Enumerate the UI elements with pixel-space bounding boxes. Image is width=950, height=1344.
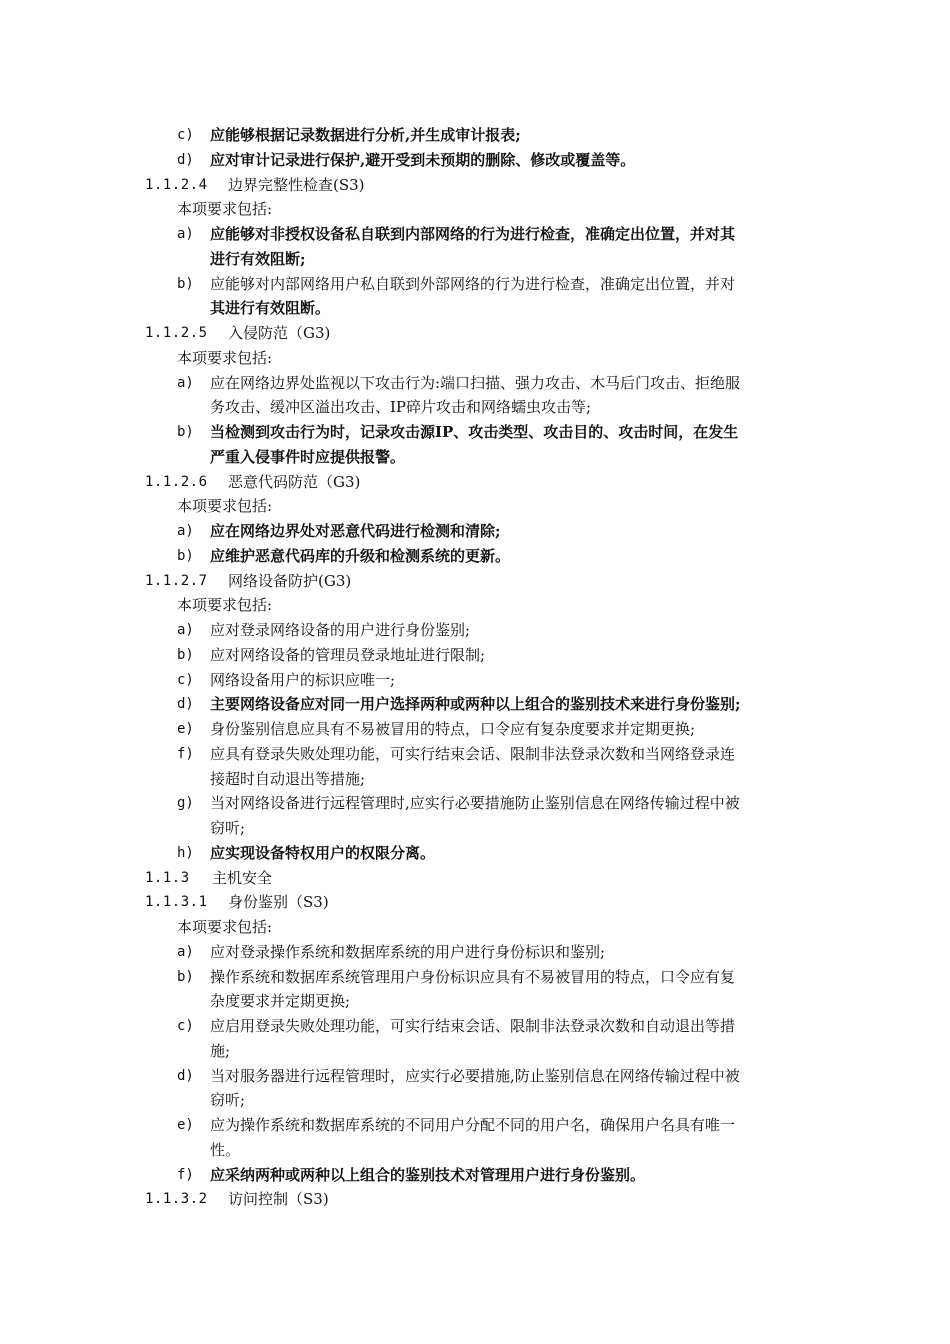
section-heading (0, 890, 950, 915)
line-text: 应对审计记录进行保护,避开受到未预期的删除、修改或覆盖等。 (210, 150, 636, 169)
line-text: 本项要求包括: (177, 596, 273, 615)
list-item-continuation (0, 989, 950, 1014)
line-text: 务攻击、缓冲区溢出攻击、IP碎片攻击和网络蠕虫攻击等; (210, 398, 592, 417)
line-text: 应能够根据记录数据进行分析,并生成审计报表; (210, 126, 521, 144)
section-number: 1.1.2.5 (145, 325, 208, 341)
list-marker: a) (177, 226, 194, 242)
list-marker: d) (177, 1067, 194, 1084)
list-marker: c) (177, 1018, 194, 1034)
list-marker: b) (177, 968, 194, 985)
list-item (0, 717, 950, 742)
line-text: 应采纳两种或两种以上组合的鉴别技术对管理用户进行身份鉴别。 (210, 1165, 646, 1184)
section-number: 1.1.2.7 (145, 572, 208, 589)
list-item-continuation (0, 247, 950, 272)
line-text: 窃听; (210, 819, 246, 837)
list-item (0, 1113, 950, 1138)
list-item (0, 123, 950, 148)
list-item-continuation (0, 767, 950, 792)
line-text: 窃听; (210, 1091, 246, 1110)
line-text: 应能够对非授权设备私自联到内部网络的行为进行检查，准确定出位置，并对其 (210, 225, 736, 243)
list-marker: c) (177, 127, 194, 143)
section-number: 1.1.2.6 (145, 473, 208, 490)
requirement-intro (0, 593, 950, 618)
list-marker: d) (177, 151, 194, 168)
list-item (0, 791, 950, 816)
requirement-intro (0, 346, 950, 371)
line-text: 当检测到攻击行为时，记录攻击源IP、攻击类型、攻击目的、攻击时间，在发生 (210, 423, 739, 441)
line-text: 身份鉴别（S3) (228, 893, 329, 912)
list-marker: a) (177, 943, 194, 960)
line-text: 应实现设备特权用户的权限分离。 (210, 843, 436, 862)
line-text: 应维护恶意代码库的升级和检测系统的更新。 (210, 546, 511, 565)
list-item (0, 1163, 950, 1188)
line-text: 网络设备防护(G3) (228, 571, 352, 590)
line-text: 恶意代码防范（G3) (228, 472, 361, 491)
list-item (0, 371, 950, 396)
section-number: 1.1.3 (145, 869, 190, 886)
line-text: 接超时自动退出等措施; (210, 769, 366, 788)
line-text: 主机安全 (212, 868, 273, 887)
list-marker: c) (177, 671, 194, 688)
line-text: 性。 (210, 1140, 241, 1159)
list-item (0, 1064, 950, 1089)
line-text: 本项要求包括: (177, 200, 273, 219)
line-text: 网络设备用户的标识应唯一; (210, 670, 396, 689)
line-text: 应启用登录失败处理功能，可实行结束会话、限制非法登录次数和自动退出等措 (210, 1017, 736, 1035)
section-heading (0, 321, 950, 346)
line-text: 入侵防范（G3) (228, 324, 331, 342)
list-item-continuation (0, 296, 950, 321)
line-text: 本项要求包括: (177, 348, 273, 367)
line-text: 边界完整性检查(S3) (228, 175, 365, 194)
list-item (0, 420, 950, 445)
list-item (0, 618, 950, 643)
section-number: 1.1.3.1 (145, 894, 208, 911)
list-marker: b) (177, 275, 194, 292)
line-text: 应具有登录失败处理功能，可实行结束会话、限制非法登录次数和当网络登录连 (210, 744, 736, 763)
list-item (0, 643, 950, 668)
line-text: 当对网络设备进行远程管理时,应实行必要措施防止鉴别信息在网络传输过程中被 (210, 794, 740, 813)
list-marker: g) (177, 795, 194, 812)
list-item (0, 841, 950, 866)
list-item-continuation (0, 1039, 950, 1064)
list-item-continuation (0, 816, 950, 841)
line-text: 身份鉴别信息应具有不易被冒用的特点，口令应有复杂度要求并定期更换; (210, 720, 696, 738)
section-number: 1.1.3.2 (145, 1191, 208, 1208)
list-marker: d) (177, 696, 194, 713)
list-item (0, 272, 950, 297)
list-item (0, 668, 950, 693)
list-marker: e) (177, 1117, 194, 1133)
list-item-continuation (0, 1138, 950, 1163)
line-text: 本项要求包括: (177, 918, 273, 936)
list-item-continuation (0, 395, 950, 420)
line-text: 其进行有效阻断。 (210, 299, 331, 318)
list-item-continuation (0, 1088, 950, 1113)
line-text: 操作系统和数据库系统管理用户身份标识应具有不易被冒用的特点，口令应有复 (210, 967, 736, 986)
section-heading (0, 470, 950, 495)
line-text: 严重入侵事件时应提供报警。 (210, 447, 406, 466)
list-marker: a) (177, 374, 194, 391)
list-marker: a) (177, 523, 194, 539)
line-text: 本项要求包括: (177, 497, 273, 516)
list-item (0, 965, 950, 990)
list-marker: f) (177, 1166, 194, 1183)
line-text: 应为操作系统和数据库系统的不同用户分配不同的用户名，确保用户名具有唯一 (210, 1116, 736, 1134)
section-heading (0, 866, 950, 891)
requirement-intro (0, 197, 950, 222)
list-item (0, 544, 950, 569)
line-text: 应对登录操作系统和数据库系统的用户进行身份标识和鉴别; (210, 942, 606, 961)
list-item (0, 692, 950, 717)
line-text: 应对登录网络设备的用户进行身份鉴别; (210, 621, 471, 639)
list-item-continuation (0, 445, 950, 470)
list-marker: b) (177, 424, 194, 440)
list-marker: b) (177, 547, 194, 564)
section-heading (0, 173, 950, 198)
line-text: 主要网络设备应对同一用户选择两种或两种以上组合的鉴别技术来进行身份鉴别; (210, 695, 741, 714)
section-heading (0, 569, 950, 594)
list-marker: h) (177, 844, 194, 861)
line-text: 杂度要求并定期更换; (210, 992, 351, 1011)
list-marker: a) (177, 622, 194, 638)
line-text: 应能够对内部网络用户私自联到外部网络的行为进行检查，准确定出位置，并对 (210, 274, 736, 293)
list-marker: b) (177, 646, 194, 663)
line-text: 当对服务器进行远程管理时，应实行必要措施,防止鉴别信息在网络传输过程中被 (210, 1066, 740, 1085)
line-text: 应在网络边界处监视以下攻击行为:端口扫描、强力攻击、木马后门攻击、拒绝服 (210, 373, 741, 392)
list-marker: e) (177, 721, 194, 737)
list-item (0, 1014, 950, 1039)
list-item (0, 222, 950, 247)
line-text: 进行有效阻断; (210, 249, 306, 268)
list-marker: f) (177, 745, 194, 762)
section-number: 1.1.2.4 (145, 176, 208, 193)
line-text: 应对网络设备的管理员登录地址进行限制; (210, 645, 486, 664)
list-item (0, 940, 950, 965)
requirement-intro (0, 494, 950, 519)
list-item (0, 742, 950, 767)
section-heading (0, 1187, 950, 1212)
list-item (0, 148, 950, 173)
line-text: 访问控制（S3) (228, 1190, 329, 1209)
line-text: 施; (210, 1041, 231, 1060)
line-text: 应在网络边界处对恶意代码进行检测和清除; (210, 522, 501, 540)
list-item (0, 519, 950, 544)
requirement-intro (0, 915, 950, 940)
